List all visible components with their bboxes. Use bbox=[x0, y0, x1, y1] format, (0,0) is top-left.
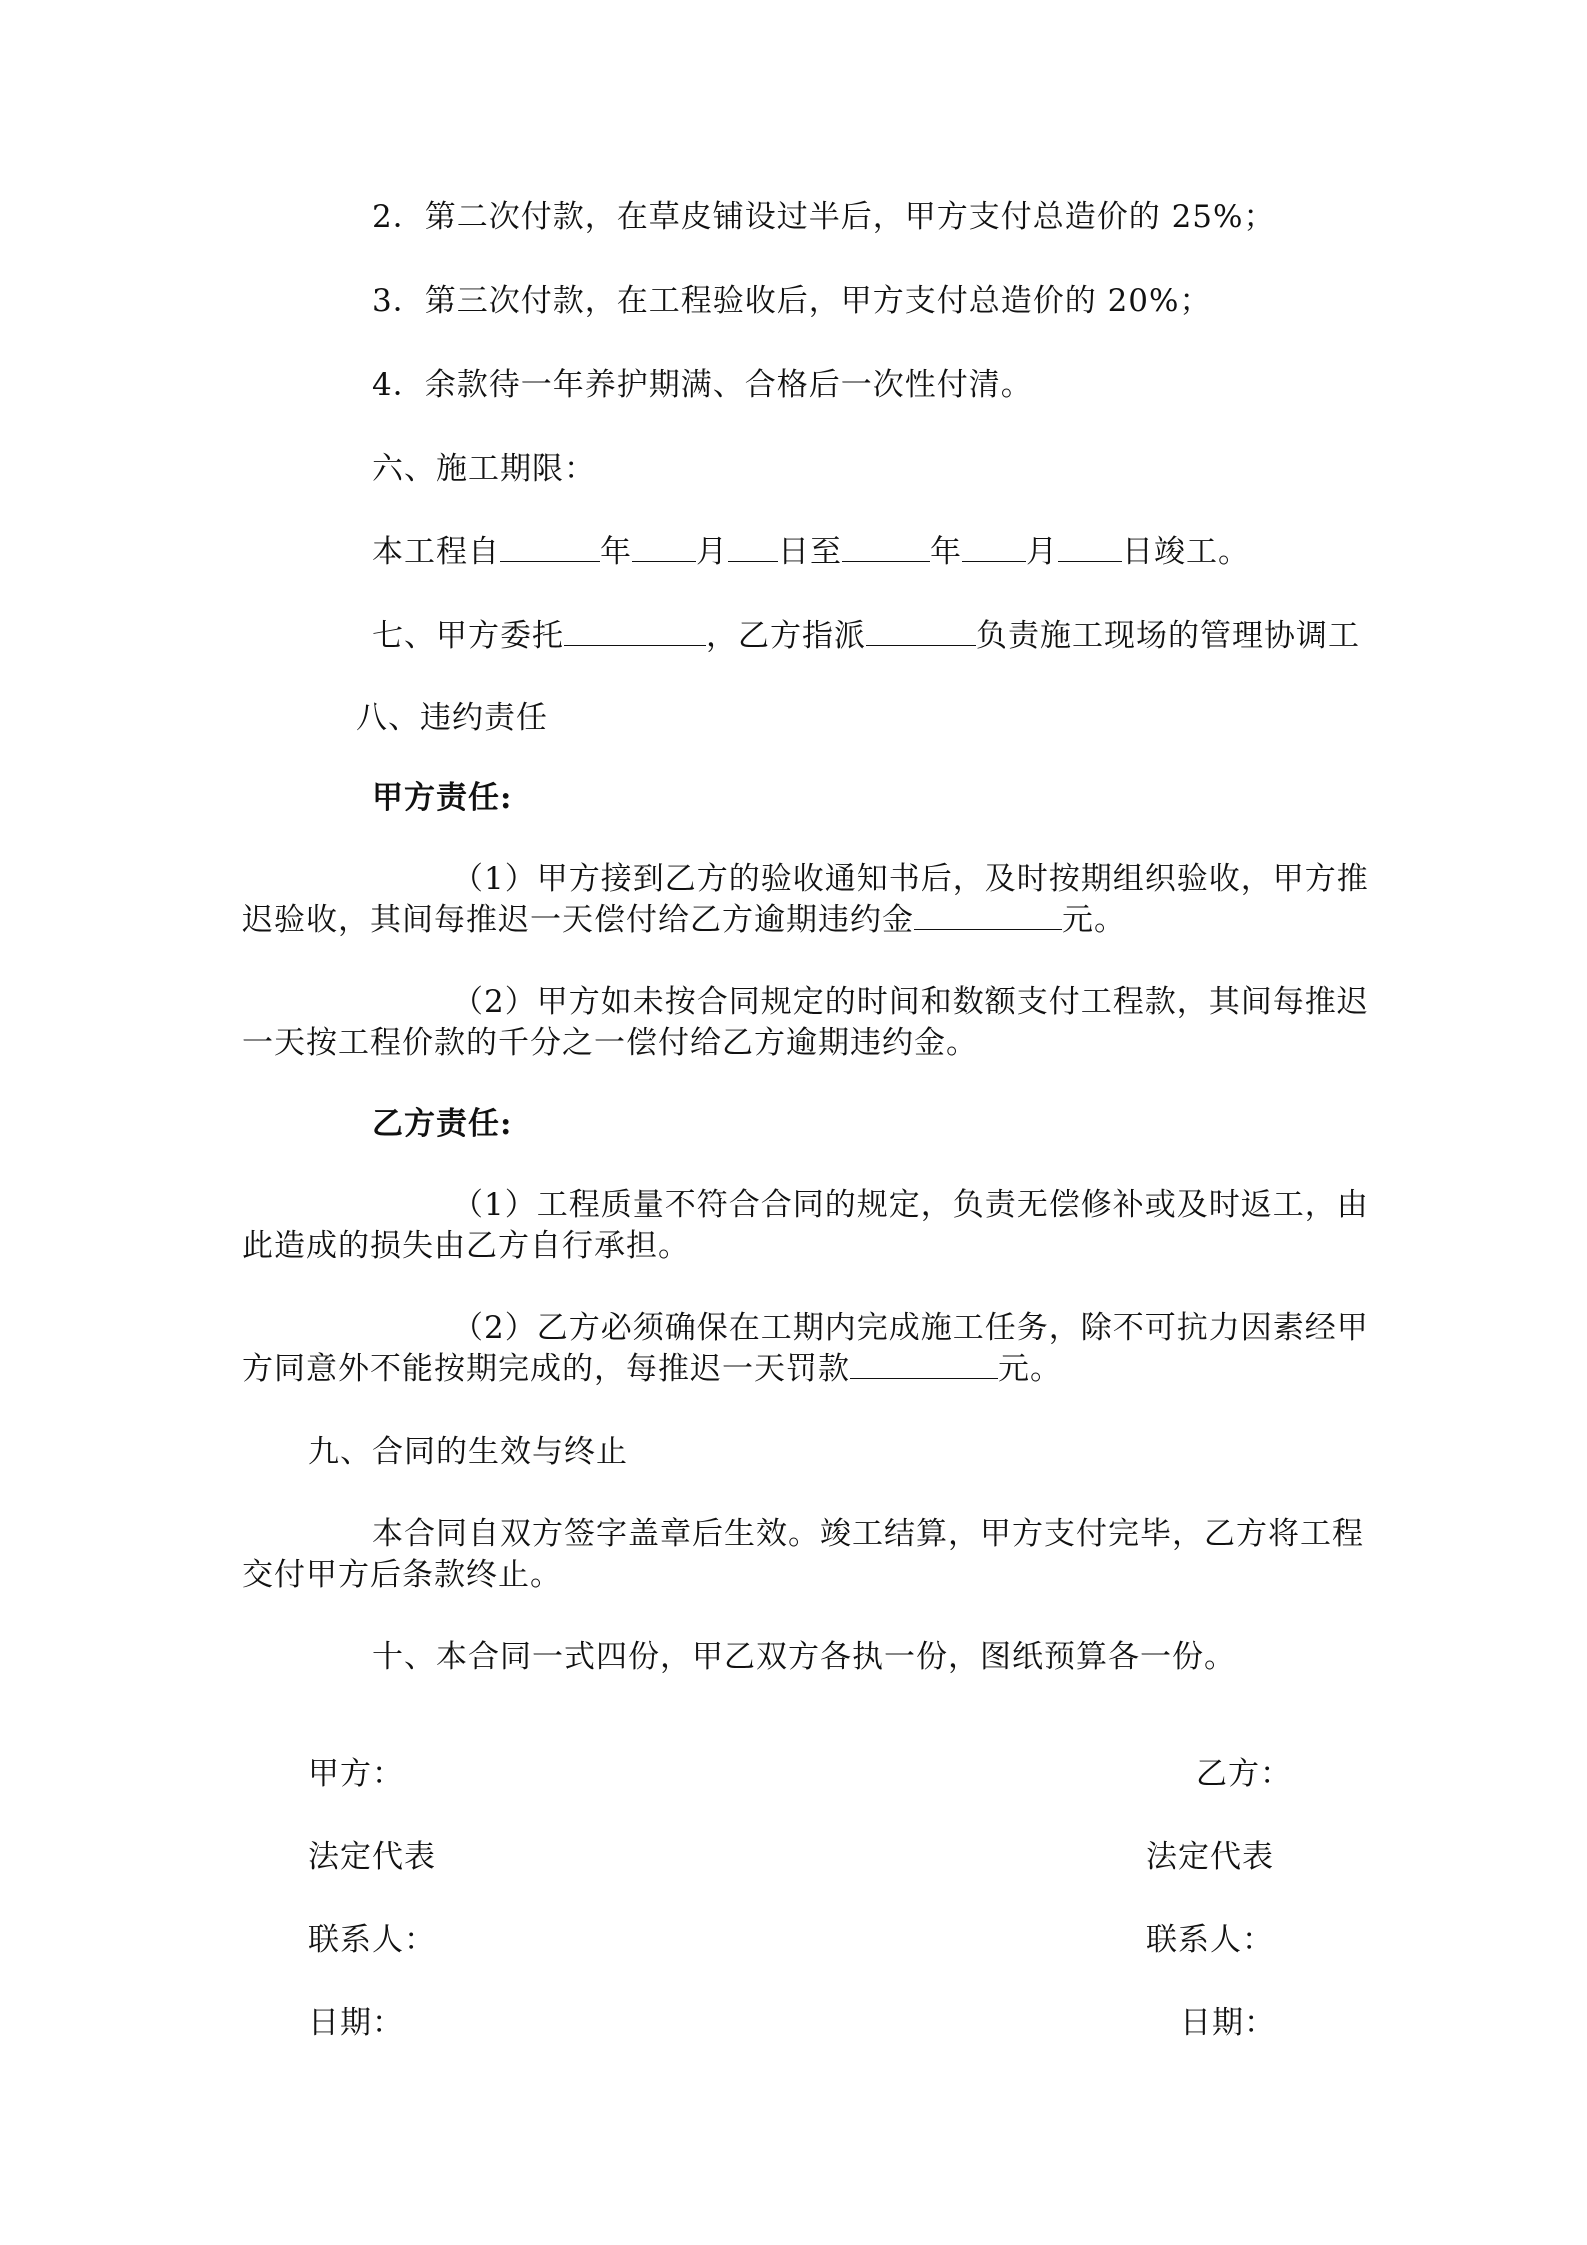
period-month-label: 月 bbox=[696, 534, 728, 570]
section-8-heading: 八、违约责任 bbox=[356, 700, 548, 736]
payment-item-3: 3．第三次付款，在工程验收后，甲方支付总造价的 20%； bbox=[372, 283, 1212, 319]
party-a-date-label: 日期： bbox=[308, 2005, 404, 2041]
party-b-date-label: 日期： bbox=[1180, 2005, 1276, 2041]
period-prefix: 本工程自 bbox=[372, 534, 500, 570]
construction-period-line bbox=[372, 531, 1250, 573]
start-year-blank bbox=[500, 531, 600, 562]
a1-suffix: 元。 bbox=[1062, 902, 1126, 938]
delegate-middle: ，乙方指派 bbox=[706, 618, 866, 654]
party-a-signature-label: 甲方： bbox=[308, 1756, 404, 1792]
party-b-legal-rep-label: 法定代表 bbox=[1146, 1839, 1274, 1875]
start-month-blank bbox=[632, 531, 696, 562]
party-a-clause-1-line-1: （1）甲方接到乙方的验收通知书后，及时按期组织验收，甲方推 bbox=[452, 861, 1369, 897]
period-year-label: 年 bbox=[600, 534, 632, 570]
b2-prefix: 方同意外不能按期完成的，每推迟一天罚款 bbox=[242, 1351, 850, 1387]
delegate-suffix: 负责施工现场的管理协调工 bbox=[976, 618, 1360, 654]
period-day-end-label: 日竣工。 bbox=[1122, 534, 1250, 570]
b2-suffix: 元。 bbox=[998, 1351, 1062, 1387]
section-10-copies: 十、本合同一式四份，甲乙双方各执一份，图纸预算各一份。 bbox=[372, 1639, 1236, 1675]
party-b-clause-1-line-1: （1）工程质量不符合合同的规定，负责无偿修补或及时返工，由 bbox=[452, 1187, 1369, 1223]
party-b-delegate-blank bbox=[866, 615, 976, 646]
party-a-clause-1-line-2 bbox=[242, 899, 1126, 941]
payment-item-4: 4．余款待一年养护期满、合格后一次性付清。 bbox=[372, 367, 1033, 403]
effect-line-2: 交付甲方后条款终止。 bbox=[242, 1557, 562, 1593]
period-month2-label: 月 bbox=[1026, 534, 1058, 570]
payment-item-2: 2．第二次付款，在草皮铺设过半后，甲方支付总造价的 25%； bbox=[372, 199, 1276, 235]
section-7-line bbox=[372, 615, 1360, 657]
party-a-clause-2-line-2: 一天按工程价款的千分之一偿付给乙方逾期违约金。 bbox=[242, 1025, 978, 1061]
effect-line-1: 本合同自双方签字盖章后生效。竣工结算，甲方支付完毕，乙方将工程 bbox=[372, 1516, 1364, 1552]
party-a-responsibility-title: 甲方责任: bbox=[372, 780, 513, 816]
party-b-responsibility-title: 乙方责任: bbox=[372, 1106, 513, 1142]
period-day-to-label: 日至 bbox=[778, 534, 842, 570]
start-day-blank bbox=[728, 531, 778, 562]
end-year-blank bbox=[842, 531, 930, 562]
party-a-clause-2-line-1: （2）甲方如未按合同规定的时间和数额支付工程款，其间每推迟 bbox=[452, 984, 1369, 1020]
party-b-clause-1-line-2: 此造成的损失由乙方自行承担。 bbox=[242, 1228, 690, 1264]
period-year2-label: 年 bbox=[930, 534, 962, 570]
fine-amount-blank bbox=[850, 1348, 998, 1379]
party-a-contact-label: 联系人： bbox=[308, 1922, 436, 1958]
party-b-contact-label: 联系人： bbox=[1146, 1922, 1274, 1958]
party-b-clause-2-line-2 bbox=[242, 1348, 1062, 1390]
delegate-prefix: 七、甲方委托 bbox=[372, 618, 564, 654]
penalty-amount-blank bbox=[914, 899, 1062, 930]
a1-prefix: 迟验收，其间每推迟一天偿付给乙方逾期违约金 bbox=[242, 902, 914, 938]
section-9-heading: 九、合同的生效与终止 bbox=[308, 1434, 628, 1470]
party-b-signature-label: 乙方： bbox=[1196, 1756, 1292, 1792]
party-a-legal-rep-label: 法定代表 bbox=[308, 1839, 436, 1875]
end-month-blank bbox=[962, 531, 1026, 562]
party-a-delegate-blank bbox=[564, 615, 706, 646]
party-b-clause-2-line-1: （2）乙方必须确保在工期内完成施工任务，除不可抗力因素经甲 bbox=[452, 1310, 1369, 1346]
end-day-blank bbox=[1058, 531, 1122, 562]
section-6-heading: 六、施工期限： bbox=[372, 451, 596, 487]
